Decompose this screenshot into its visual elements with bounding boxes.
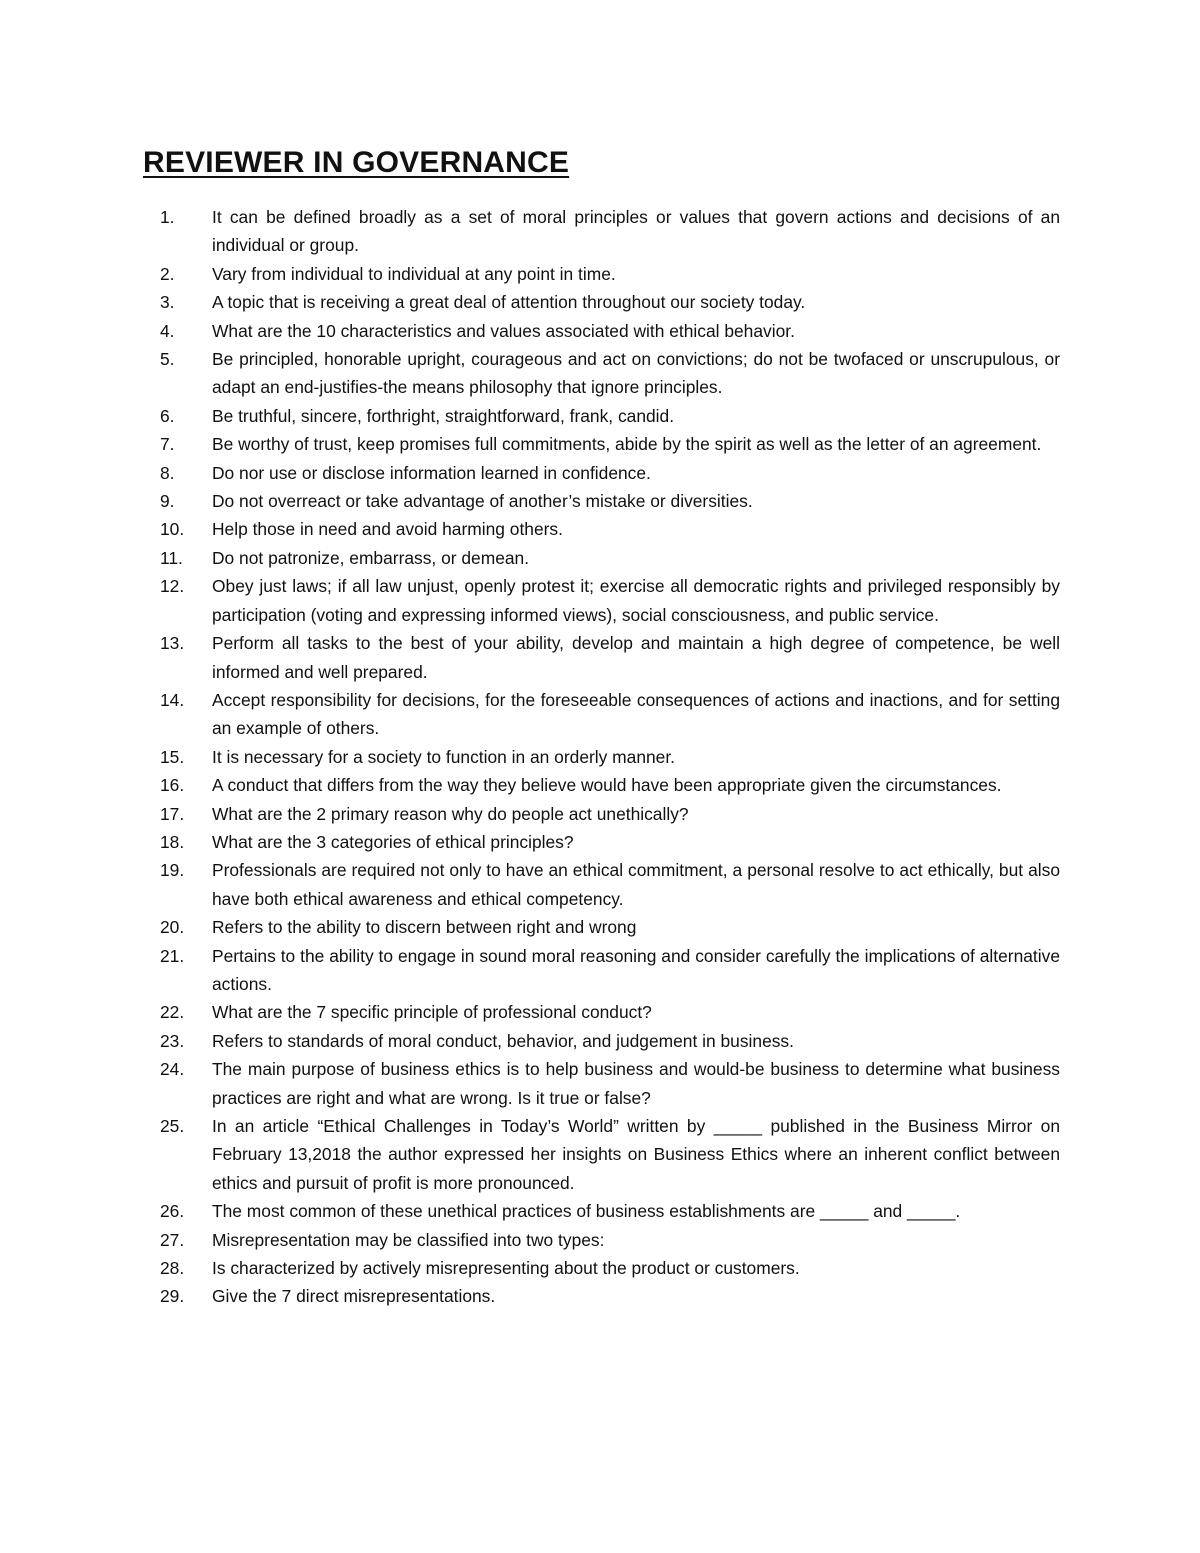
list-item-number: 18. xyxy=(160,831,185,852)
list-item-number: 25. xyxy=(160,1116,185,1136)
list-item-text: It is necessary for a society to function in an orderly manner. xyxy=(212,746,676,767)
list-item-number: 8. xyxy=(160,462,175,483)
list-item-text: Professionals are required not only to have an ethical commitment, a personal resolve to act ethically, but also have both ethical awareness and ethical competency. xyxy=(212,860,1060,909)
question-list xyxy=(160,203,1060,1311)
list-item xyxy=(160,402,1060,430)
list-item xyxy=(160,345,1060,402)
list-item-text: Accept responsibility for decisions, for the foreseeable consequences of actions and inactions, and for setting an example of others. xyxy=(212,689,1060,739)
list-item-number: 23. xyxy=(160,1030,185,1051)
list-item-number: 6. xyxy=(160,405,175,426)
list-item-number: 17. xyxy=(160,803,185,824)
list-item-text: In an article “Ethical Challenges in Today’s World” written by _____ published in the Business Mirror on February 13,2018 the author expressed her insights on Business Ethics where an inherent conflict between ethics and pursuit of profit is more pronounced. xyxy=(212,1116,1060,1193)
list-item-text: Help those in need and avoid harming others. xyxy=(212,519,563,540)
list-item-number: 15. xyxy=(160,746,185,767)
list-item-number: 3. xyxy=(160,292,175,313)
list-item-number: 10. xyxy=(160,519,185,540)
list-item-text: Do not overreact or take advantage of another’s mistake or diversities. xyxy=(212,491,753,512)
list-item-text: The most common of these unethical practices of business establishments are _____ and _____. xyxy=(212,1201,961,1222)
list-item xyxy=(160,1226,1060,1254)
list-item-number: 29. xyxy=(160,1286,185,1307)
document-title: REVIEWER IN GOVERNANCE xyxy=(143,146,570,179)
list-item-text: Do not patronize, embarrass, or demean. xyxy=(212,547,530,568)
list-item-text: What are the 10 characteristics and values associated with ethical behavior. xyxy=(212,320,795,341)
list-item-text: Pertains to the ability to engage in sound moral reasoning and consider carefully the implications of alternative actions. xyxy=(212,945,1060,994)
list-item-text: Give the 7 direct misrepresentations. xyxy=(212,1286,496,1307)
list-item xyxy=(160,743,1060,771)
list-item-number: 13. xyxy=(160,633,185,654)
list-item-text: Refers to standards of moral conduct, behavior, and judgement in business. xyxy=(212,1030,794,1051)
list-item-number: 24. xyxy=(160,1059,185,1080)
list-item xyxy=(160,515,1060,543)
list-item-number: 1. xyxy=(160,207,175,227)
list-item-number: 21. xyxy=(160,945,185,966)
list-item-number: 22. xyxy=(160,1002,185,1023)
list-item xyxy=(160,487,1060,515)
list-item xyxy=(160,572,1060,629)
list-item-number: 20. xyxy=(160,917,185,938)
list-item xyxy=(160,260,1060,288)
list-item-text: What are the 3 categories of ethical principles? xyxy=(212,831,574,852)
list-item-text: Do nor use or disclose information learned in confidence. xyxy=(212,462,651,483)
list-item xyxy=(160,317,1060,345)
list-item xyxy=(160,1027,1060,1055)
list-item-text: Be truthful, sincere, forthright, straightforward, frank, candid. xyxy=(212,405,675,426)
list-item-text: What are the 7 specific principle of professional conduct? xyxy=(212,1002,652,1023)
list-item-text: Refers to the ability to discern between right and wrong xyxy=(212,917,637,938)
list-item-text: Be principled, honorable upright, courageous and act on convictions; do not be twofaced or unscrupulous, or adapt an end-justifies-the means philosophy that ignore principles. xyxy=(212,349,1060,398)
list-item xyxy=(160,998,1060,1026)
list-item-number: 7. xyxy=(160,434,175,455)
list-item-number: 16. xyxy=(160,775,185,796)
list-item-number: 11. xyxy=(160,547,183,568)
list-item xyxy=(160,459,1060,487)
list-item-number: 19. xyxy=(160,860,185,881)
list-item xyxy=(160,1282,1060,1310)
list-item xyxy=(160,1112,1060,1197)
list-item-number: 4. xyxy=(160,320,175,341)
list-item xyxy=(160,686,1060,743)
list-item-text: It can be defined broadly as a set of moral principles or values that govern actions and decisions of an individual or group. xyxy=(212,207,1060,256)
list-item-text: Perform all tasks to the best of your ability, develop and maintain a high degree of competence, be well informed and well prepared. xyxy=(212,633,1060,682)
list-item-text: Is characterized by actively misrepresenting about the product or customers. xyxy=(212,1258,800,1279)
list-item-number: 14. xyxy=(160,689,185,710)
list-item-text: A topic that is receiving a great deal of attention throughout our society today. xyxy=(212,292,806,313)
list-item-number: 28. xyxy=(160,1258,185,1279)
list-item xyxy=(160,1055,1060,1112)
list-item xyxy=(160,544,1060,572)
list-item-text: The main purpose of business ethics is to help business and would-be business to determine what business practices are right and what are wrong. Is it true or false? xyxy=(212,1059,1060,1108)
list-item xyxy=(160,1197,1060,1225)
list-item-text: Vary from individual to individual at any point in time. xyxy=(212,263,616,284)
list-item-number: 5. xyxy=(160,349,175,370)
list-item xyxy=(160,771,1060,799)
list-item xyxy=(160,629,1060,686)
list-item-number: 12. xyxy=(160,576,185,597)
list-item xyxy=(160,1254,1060,1282)
list-item xyxy=(160,913,1060,941)
list-item-number: 2. xyxy=(160,263,175,284)
list-item xyxy=(160,856,1060,913)
list-item xyxy=(160,430,1060,458)
list-item-text: Be worthy of trust, keep promises full commitments, abide by the spirit as well as the letter of an agreement. xyxy=(212,434,1042,455)
list-item-number: 26. xyxy=(160,1201,185,1222)
list-item-text: Misrepresentation may be classified into two types: xyxy=(212,1229,605,1250)
list-item xyxy=(160,942,1060,999)
list-item xyxy=(160,203,1060,260)
list-item-number: 9. xyxy=(160,491,175,512)
list-item xyxy=(160,800,1060,828)
list-item xyxy=(160,828,1060,856)
list-item-text: Obey just laws; if all law unjust, openly protest it; exercise all democratic rights and privileged responsibly by participation (voting and expressing informed views), social consciousness, and public service. xyxy=(212,576,1060,625)
list-item-number: 27. xyxy=(160,1229,185,1250)
list-item xyxy=(160,288,1060,316)
list-item-text: What are the 2 primary reason why do people act unethically? xyxy=(212,803,689,824)
list-item-text: A conduct that differs from the way they believe would have been appropriate given the circumstances. xyxy=(212,775,1002,796)
